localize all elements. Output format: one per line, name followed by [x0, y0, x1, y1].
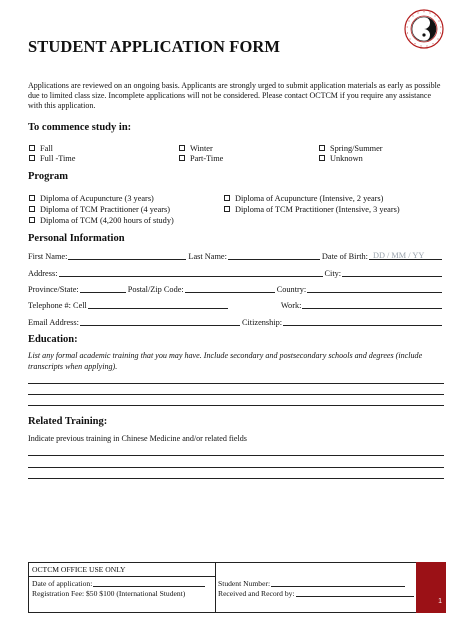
program-heading: Program: [28, 171, 69, 182]
education-line-1[interactable]: [28, 383, 444, 384]
telephone-row: [28, 299, 444, 310]
province-row: [28, 283, 444, 294]
email-row: [28, 316, 444, 327]
last-name-field[interactable]: [228, 252, 320, 260]
program-acupuncture-3yr[interactable]: Diploma of Acupuncture (3 years): [29, 194, 154, 204]
citizenship-label: Citizenship:: [241, 318, 283, 327]
program-acupuncture-intensive[interactable]: Diploma of Acupuncture (Intensive, 2 years): [224, 194, 383, 204]
email-field[interactable]: [80, 318, 240, 326]
education-instructions: List any formal academic training that you may have. Include secondary and postsecondary schools and degrees (include transcripts when applying).: [28, 351, 423, 371]
checkbox[interactable]: [224, 206, 230, 212]
program-tcm-practitioner-intensive[interactable]: Diploma of TCM Practitioner (Intensive, 3 years): [224, 205, 400, 215]
office-use-box: [28, 562, 444, 613]
training-line-2[interactable]: [28, 467, 444, 468]
intro-paragraph: Applications are reviewed on an ongoing basis. Applicants are strongly urged to submit application materials as early as possible due to limited class size. Incomplete applications will not be considered. Please contact OCTCM if you require any assistance with this application.: [28, 81, 441, 111]
personal-heading: Personal Information: [28, 233, 125, 244]
date-of-application-field[interactable]: [93, 580, 205, 587]
checkbox[interactable]: [29, 206, 35, 212]
checkbox[interactable]: [29, 217, 35, 223]
received-label: Received and Record by:: [218, 589, 295, 598]
first-name-field[interactable]: [68, 252, 186, 260]
date-of-application-row: [32, 579, 205, 588]
work-label: Work:: [280, 301, 302, 310]
college-seal-logo: [404, 9, 444, 49]
option-unknown[interactable]: Unknown: [319, 154, 363, 164]
program-tcm-practitioner-4yr[interactable]: Diploma of TCM Practitioner (4 years): [29, 205, 170, 215]
dob-field[interactable]: [369, 252, 442, 260]
province-label: Province/State:: [28, 285, 79, 294]
country-label: Country:: [276, 285, 307, 294]
checkbox[interactable]: [29, 195, 35, 201]
received-field[interactable]: [296, 590, 414, 597]
dob-label: Date of Birth:: [321, 252, 368, 261]
option-spring-summer[interactable]: Spring/Summer: [319, 144, 383, 154]
student-number-field[interactable]: [271, 580, 405, 587]
address-field[interactable]: [59, 269, 323, 277]
date-of-application-label: Date of application:: [32, 579, 93, 588]
student-number-row: [218, 579, 405, 588]
postal-field[interactable]: [185, 285, 275, 293]
registration-fee: Registration Fee: $50 $100 (International Student): [32, 589, 186, 598]
work-field[interactable]: [302, 301, 442, 309]
checkbox[interactable]: [29, 155, 35, 161]
page-number-tab: [416, 562, 446, 613]
checkbox[interactable]: [319, 155, 325, 161]
training-line-3[interactable]: [28, 478, 444, 479]
checkbox[interactable]: [29, 145, 35, 151]
education-line-3[interactable]: [28, 405, 444, 406]
checkbox[interactable]: [224, 195, 230, 201]
form-title: STUDENT APPLICATION FORM: [28, 37, 281, 56]
option-full-time[interactable]: Full -Time: [29, 154, 75, 164]
program-tcm-4200-hours[interactable]: Diploma of TCM (4,200 hours of study): [29, 216, 174, 226]
citizenship-field[interactable]: [283, 318, 442, 326]
last-name-label: Last Name:: [188, 252, 227, 261]
country-field[interactable]: [307, 285, 442, 293]
city-label: City:: [324, 269, 342, 278]
address-label: Address:: [28, 269, 58, 278]
checkbox[interactable]: [319, 145, 325, 151]
email-label: Email Address:: [28, 318, 79, 327]
training-heading: Related Training:: [28, 416, 108, 427]
training-instructions: Indicate previous training in Chinese Medicine and/or related fields: [28, 434, 247, 443]
address-row: [28, 267, 444, 278]
education-heading: Education:: [28, 334, 78, 345]
checkbox[interactable]: [179, 145, 185, 151]
checkbox[interactable]: [179, 155, 185, 161]
option-winter[interactable]: Winter: [179, 144, 213, 154]
commence-heading: To commence study in:: [28, 122, 132, 133]
city-field[interactable]: [342, 269, 442, 277]
page-number: 1: [438, 598, 442, 605]
dob-placeholder: DD / MM / YY: [372, 251, 425, 260]
student-number-label: Student Number:: [218, 579, 271, 588]
name-row: [28, 250, 444, 261]
cell-field[interactable]: [88, 301, 228, 309]
received-row: [218, 589, 414, 598]
cell-label: Telephone #: Cell: [28, 301, 87, 310]
option-fall[interactable]: Fall: [29, 144, 53, 154]
office-use-heading: OCTCM OFFICE USE ONLY: [32, 565, 126, 574]
option-part-time[interactable]: Part-Time: [179, 154, 223, 164]
first-name-label: First Name:: [28, 252, 68, 261]
training-line-1[interactable]: [28, 455, 444, 456]
education-line-2[interactable]: [28, 394, 444, 395]
province-field[interactable]: [80, 285, 126, 293]
postal-label: Postal/Zip Code:: [127, 285, 184, 294]
